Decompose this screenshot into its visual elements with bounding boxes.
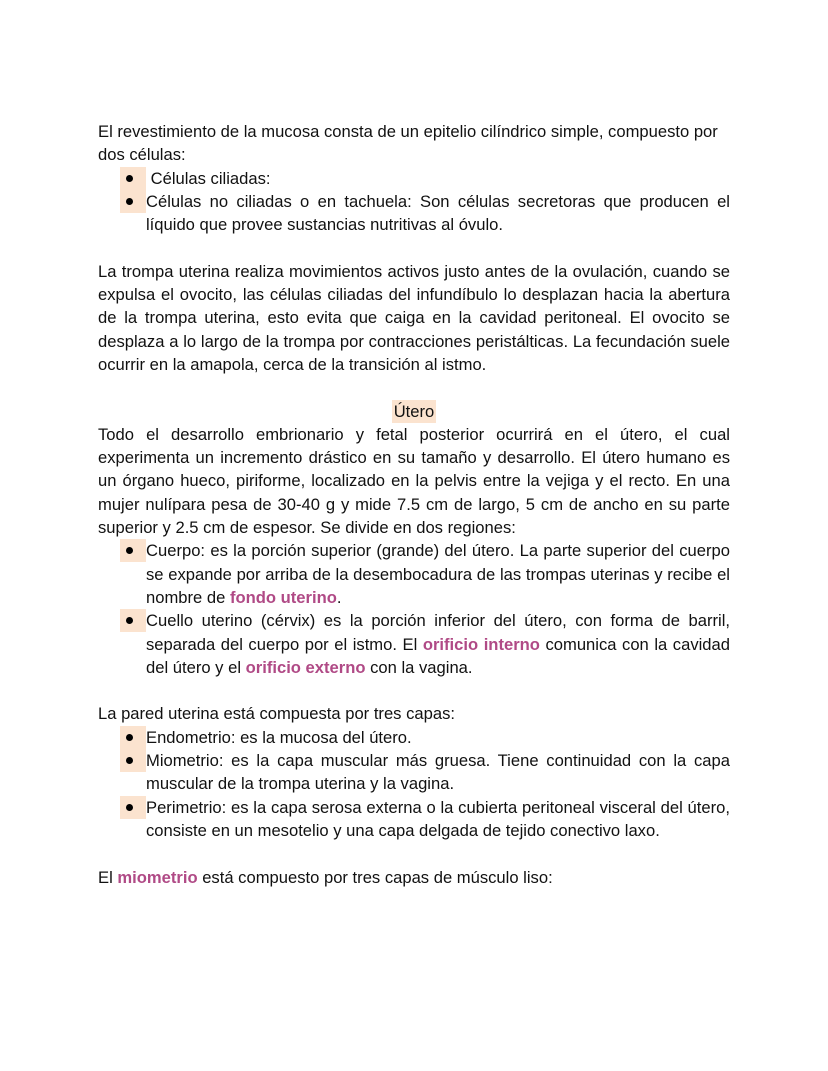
- list-item-text-middle: comunica con la cavidad del útero y el: [146, 634, 730, 677]
- list-item-text: Células no ciliadas o en tachuela: Son células secretoras que producen el líquido que provee sustancias nutritivas al óvulo.: [146, 191, 730, 235]
- term-miometrio: miometrio: [117, 867, 198, 887]
- term-orificio-interno: orificio interno: [422, 634, 540, 654]
- list-item: [98, 726, 730, 749]
- list-item: [98, 190, 730, 237]
- paragraph-text-end: está compuesto por tres capas de músculo liso:: [197, 867, 553, 887]
- bullet-icon: [120, 167, 146, 190]
- list-item: [98, 796, 730, 843]
- list-item: [98, 749, 730, 796]
- spacer: [98, 376, 730, 399]
- bullet-icon: [120, 609, 146, 632]
- spacer: [98, 842, 730, 865]
- list-item-text: Miometrio: es la capa muscular más gruesa. Tiene continuidad con la capa muscular de la trompa uterina y la vagina.: [146, 751, 730, 794]
- list-item-text-end: con la vagina.: [365, 657, 473, 677]
- list-item-text: Endometrio: es la mucosa del útero.: [146, 727, 412, 747]
- term-fondo-uterino: fondo uterino: [229, 587, 337, 607]
- section-heading-wrapper: [98, 400, 730, 423]
- pared-intro: La pared uterina está compuesta por tres capas:: [98, 704, 455, 724]
- list-item-text: Células ciliadas:: [146, 168, 271, 188]
- uterus-regions-list: [98, 539, 730, 679]
- cell-type-list: [98, 167, 730, 237]
- bullet-icon: [120, 539, 146, 562]
- paragraph-text: El: [98, 867, 118, 887]
- bullet-icon: [120, 190, 146, 213]
- intro-paragraph: El revestimiento de la mucosa consta de un epitelio cilíndrico simple, compuesto por dos células:: [98, 122, 718, 165]
- wall-layers-list: [98, 726, 730, 842]
- bullet-icon: [120, 726, 146, 749]
- spacer: [98, 679, 730, 702]
- list-item-text: Cuerpo: es la porción superior (grande) del útero. La parte superior del cuerpo se expande por arriba de la desembocadura de las trompas uterinas y recibe el nombre de: [146, 541, 730, 607]
- bullet-icon: [120, 749, 146, 772]
- bullet-icon: [120, 796, 146, 819]
- list-item-text-end: .: [336, 587, 342, 607]
- trompa-paragraph: La trompa uterina realiza movimientos activos justo antes de la ovulación, cuando se expulsa el ovocito, las células ciliadas del infundíbulo lo desplazan hacia la abertura de la trompa uterina, esto evita que caiga en la cavidad peritoneal. El ovocito se desplaza a lo largo de la trompa por contracciones peristálticas. La fecundación suele ocurrir en la amapola, cerca de la transición al istmo.: [98, 261, 730, 374]
- miometrio-paragraph: [98, 866, 730, 889]
- list-item: [98, 167, 730, 190]
- spacer: [98, 236, 730, 259]
- utero-paragraph: Todo el desarrollo embrionario y fetal posterior ocurrirá en el útero, el cual experimenta un incremento drástico en su tamaño y desarrollo. El útero humano es un órgano hueco, piriforme, localizado en la pelvis entre la vejiga y el recto. En una mujer nulípara pesa de 30-40 g y mide 7.5 cm de largo, 5 cm de ancho en su parte superior y 2.5 cm de espesor. Se divide en dos regiones:: [98, 424, 730, 538]
- list-item: [98, 609, 730, 679]
- list-item-text: Perimetrio: es la capa serosa externa o la cubierta peritoneal visceral del útero, consiste en un mesotelio y una capa delgada de tejido conectivo laxo.: [146, 797, 730, 840]
- list-item: [98, 539, 730, 609]
- term-orificio-externo: orificio externo: [245, 657, 366, 677]
- list-item-text: Cuello uterino (cérvix) es la porción inferior del útero, con forma de barril, separada del cuerpo por el istmo. El: [146, 611, 730, 654]
- section-heading-utero: Útero: [392, 400, 437, 423]
